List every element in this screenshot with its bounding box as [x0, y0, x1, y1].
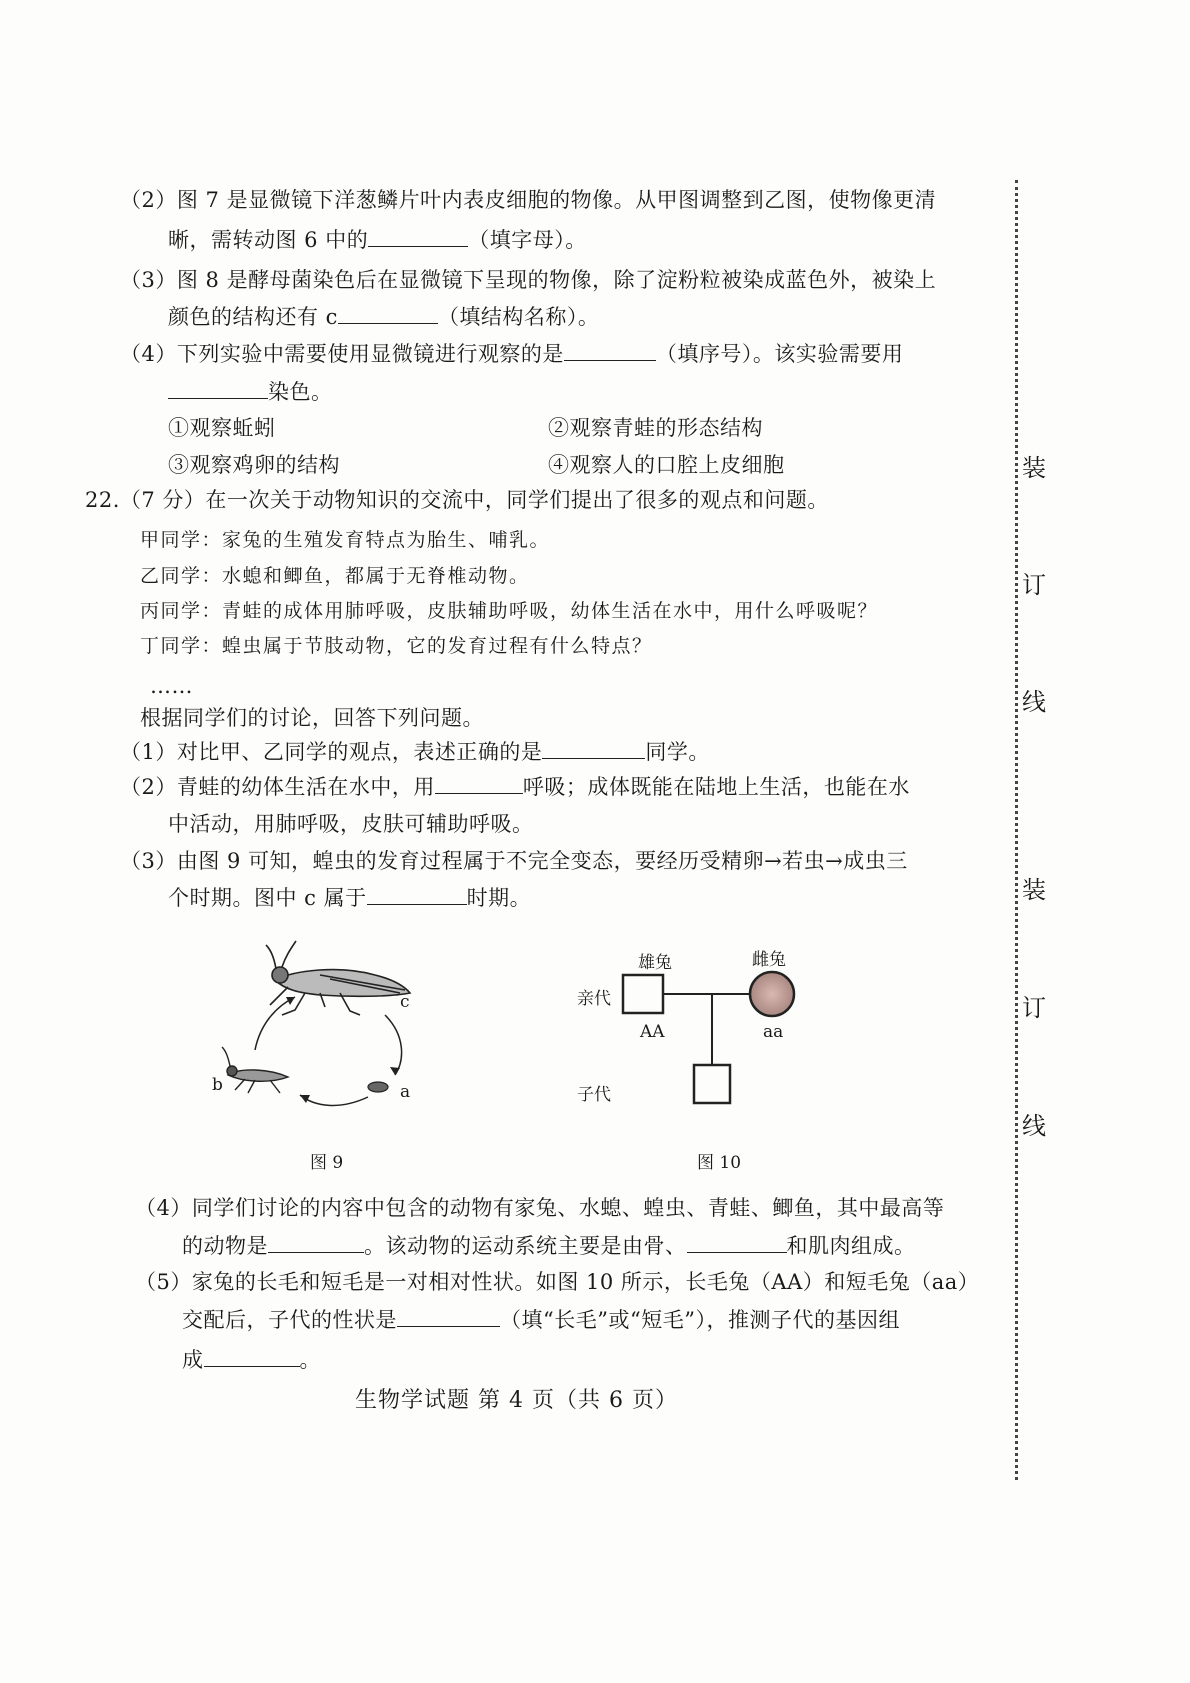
adult-grasshopper-icon: [266, 941, 410, 1015]
option-4: ④观察人的口腔上皮细胞: [548, 453, 785, 477]
child-gen-label: 子代: [577, 1085, 611, 1105]
student-ding: 丁同学：蝗虫属于节肢动物，它的发育过程有什么特点？: [140, 635, 653, 657]
q21-2-line2: 晰，需转动图 6 中的 （填字母）。: [168, 228, 587, 252]
female-label: 雌兔: [752, 950, 786, 970]
label-c: c: [400, 992, 410, 1012]
student-bing: 丙同学：青蛙的成体用肺呼吸，皮肤辅助呼吸，幼体生活在水中，用什么呼吸呢？: [140, 600, 879, 622]
ellipsis: ……: [150, 674, 193, 698]
q22-2-line1: （2）青蛙的幼体生活在水中，用 呼吸；成体既能在陆地上生活，也能在水: [120, 775, 910, 799]
q22-intro: 22.（7 分）在一次关于动物知识的交流中，同学们提出了很多的观点和问题。: [85, 488, 829, 512]
q22-1: （1）对比甲、乙同学的观点，表述正确的是 同学。: [120, 740, 710, 764]
male-genotype: AA: [640, 1022, 665, 1042]
binding-char: 装: [1022, 876, 1046, 904]
male-symbol: [623, 975, 663, 1013]
q21-4-line2: 染色。: [168, 378, 333, 406]
egg-icon: [368, 1082, 388, 1092]
q22-3-line2: 个时期。图中 c 属于 时期。: [168, 886, 532, 910]
q22-3-line1: （3）由图 9 可知，蝗虫的发育过程属于不完全变态，要经历受精卵→若虫→成虫三: [120, 849, 908, 873]
binding-char: 订: [1022, 994, 1046, 1022]
arrow-icon: [300, 1095, 368, 1105]
arrow-icon: [385, 1015, 402, 1075]
answer-blank[interactable]: [268, 1232, 364, 1253]
answer-blank[interactable]: [397, 1306, 500, 1327]
binding-char: 订: [1022, 571, 1046, 599]
q21-3-line2: 颜色的结构还有 c （填结构名称）。: [168, 305, 600, 329]
answer-blank[interactable]: [168, 378, 268, 399]
parent-gen-label: 亲代: [577, 989, 611, 1009]
q22-4-line1: （4）同学们讨论的内容中包含的动物有家兔、水螅、蝗虫、青蛙、鲫鱼，其中最高等: [135, 1196, 945, 1220]
page-footer: 生物学试题 第 4 页（共 6 页）: [355, 1388, 678, 1413]
q21-2-line1: （2）图 7 是显微镜下洋葱鳞片叶内表皮细胞的物像。从甲图调整到乙图，使物像更清: [120, 188, 937, 212]
answer-blank[interactable]: [687, 1232, 787, 1253]
child-symbol: [694, 1065, 730, 1103]
figure-10-caption: 图 10: [697, 1153, 742, 1173]
student-yi: 乙同学：水螅和鲫鱼，都属于无脊椎动物。: [140, 565, 530, 587]
q22-5-line1: （5）家兔的长毛和短毛是一对相对性状。如图 10 所示，长毛兔（AA）和短毛兔（aa）: [135, 1270, 980, 1294]
binding-char: 装: [1022, 454, 1046, 482]
arrow-icon: [255, 997, 295, 1050]
female-genotype: aa: [763, 1022, 784, 1042]
male-label: 雄兔: [638, 953, 672, 973]
figure-9-caption: 图 9: [310, 1153, 344, 1173]
label-a: a: [400, 1082, 411, 1102]
option-1: ①观察蚯蚓: [168, 416, 276, 440]
binding-char: 线: [1022, 1112, 1046, 1140]
answer-blank[interactable]: [368, 226, 468, 247]
q21-4-line1: （4）下列实验中需要使用显微镜进行观察的是 （填序号）。该实验需要用: [120, 342, 904, 366]
answer-blank[interactable]: [367, 884, 467, 905]
female-symbol: [750, 972, 794, 1016]
q22-5-line3: 成 。: [182, 1348, 321, 1372]
label-b: b: [212, 1075, 223, 1095]
binding-line: [1015, 180, 1018, 1480]
binding-char: 线: [1022, 688, 1046, 716]
q22-prompt: 根据同学们的讨论，回答下列问题。: [140, 706, 484, 730]
answer-blank[interactable]: [338, 303, 438, 324]
option-2: ②观察青蛙的形态结构: [548, 416, 763, 440]
q22-4-line2: 的动物是 。该动物的运动系统主要是由骨、 和肌肉组成。: [182, 1234, 916, 1258]
option-3: ③观察鸡卵的结构: [168, 453, 340, 477]
student-jia: 甲同学：家兔的生殖发育特点为胎生、哺乳。: [140, 529, 551, 551]
answer-blank[interactable]: [204, 1346, 300, 1367]
q21-3-line1: （3）图 8 是酵母菌染色后在显微镜下呈现的物像，除了淀粉粒被染成蓝色外，被染上: [120, 268, 937, 292]
q22-2-line2: 中活动，用肺呼吸，皮肤可辅助呼吸。: [168, 812, 534, 836]
q22-5-line2: 交配后，子代的性状是 （填“长毛”或“短毛”），推测子代的基因组: [182, 1308, 900, 1332]
answer-blank[interactable]: [564, 340, 656, 361]
nymph-grasshopper-icon: [222, 1047, 288, 1093]
answer-blank[interactable]: [542, 738, 645, 759]
answer-blank[interactable]: [435, 773, 523, 794]
